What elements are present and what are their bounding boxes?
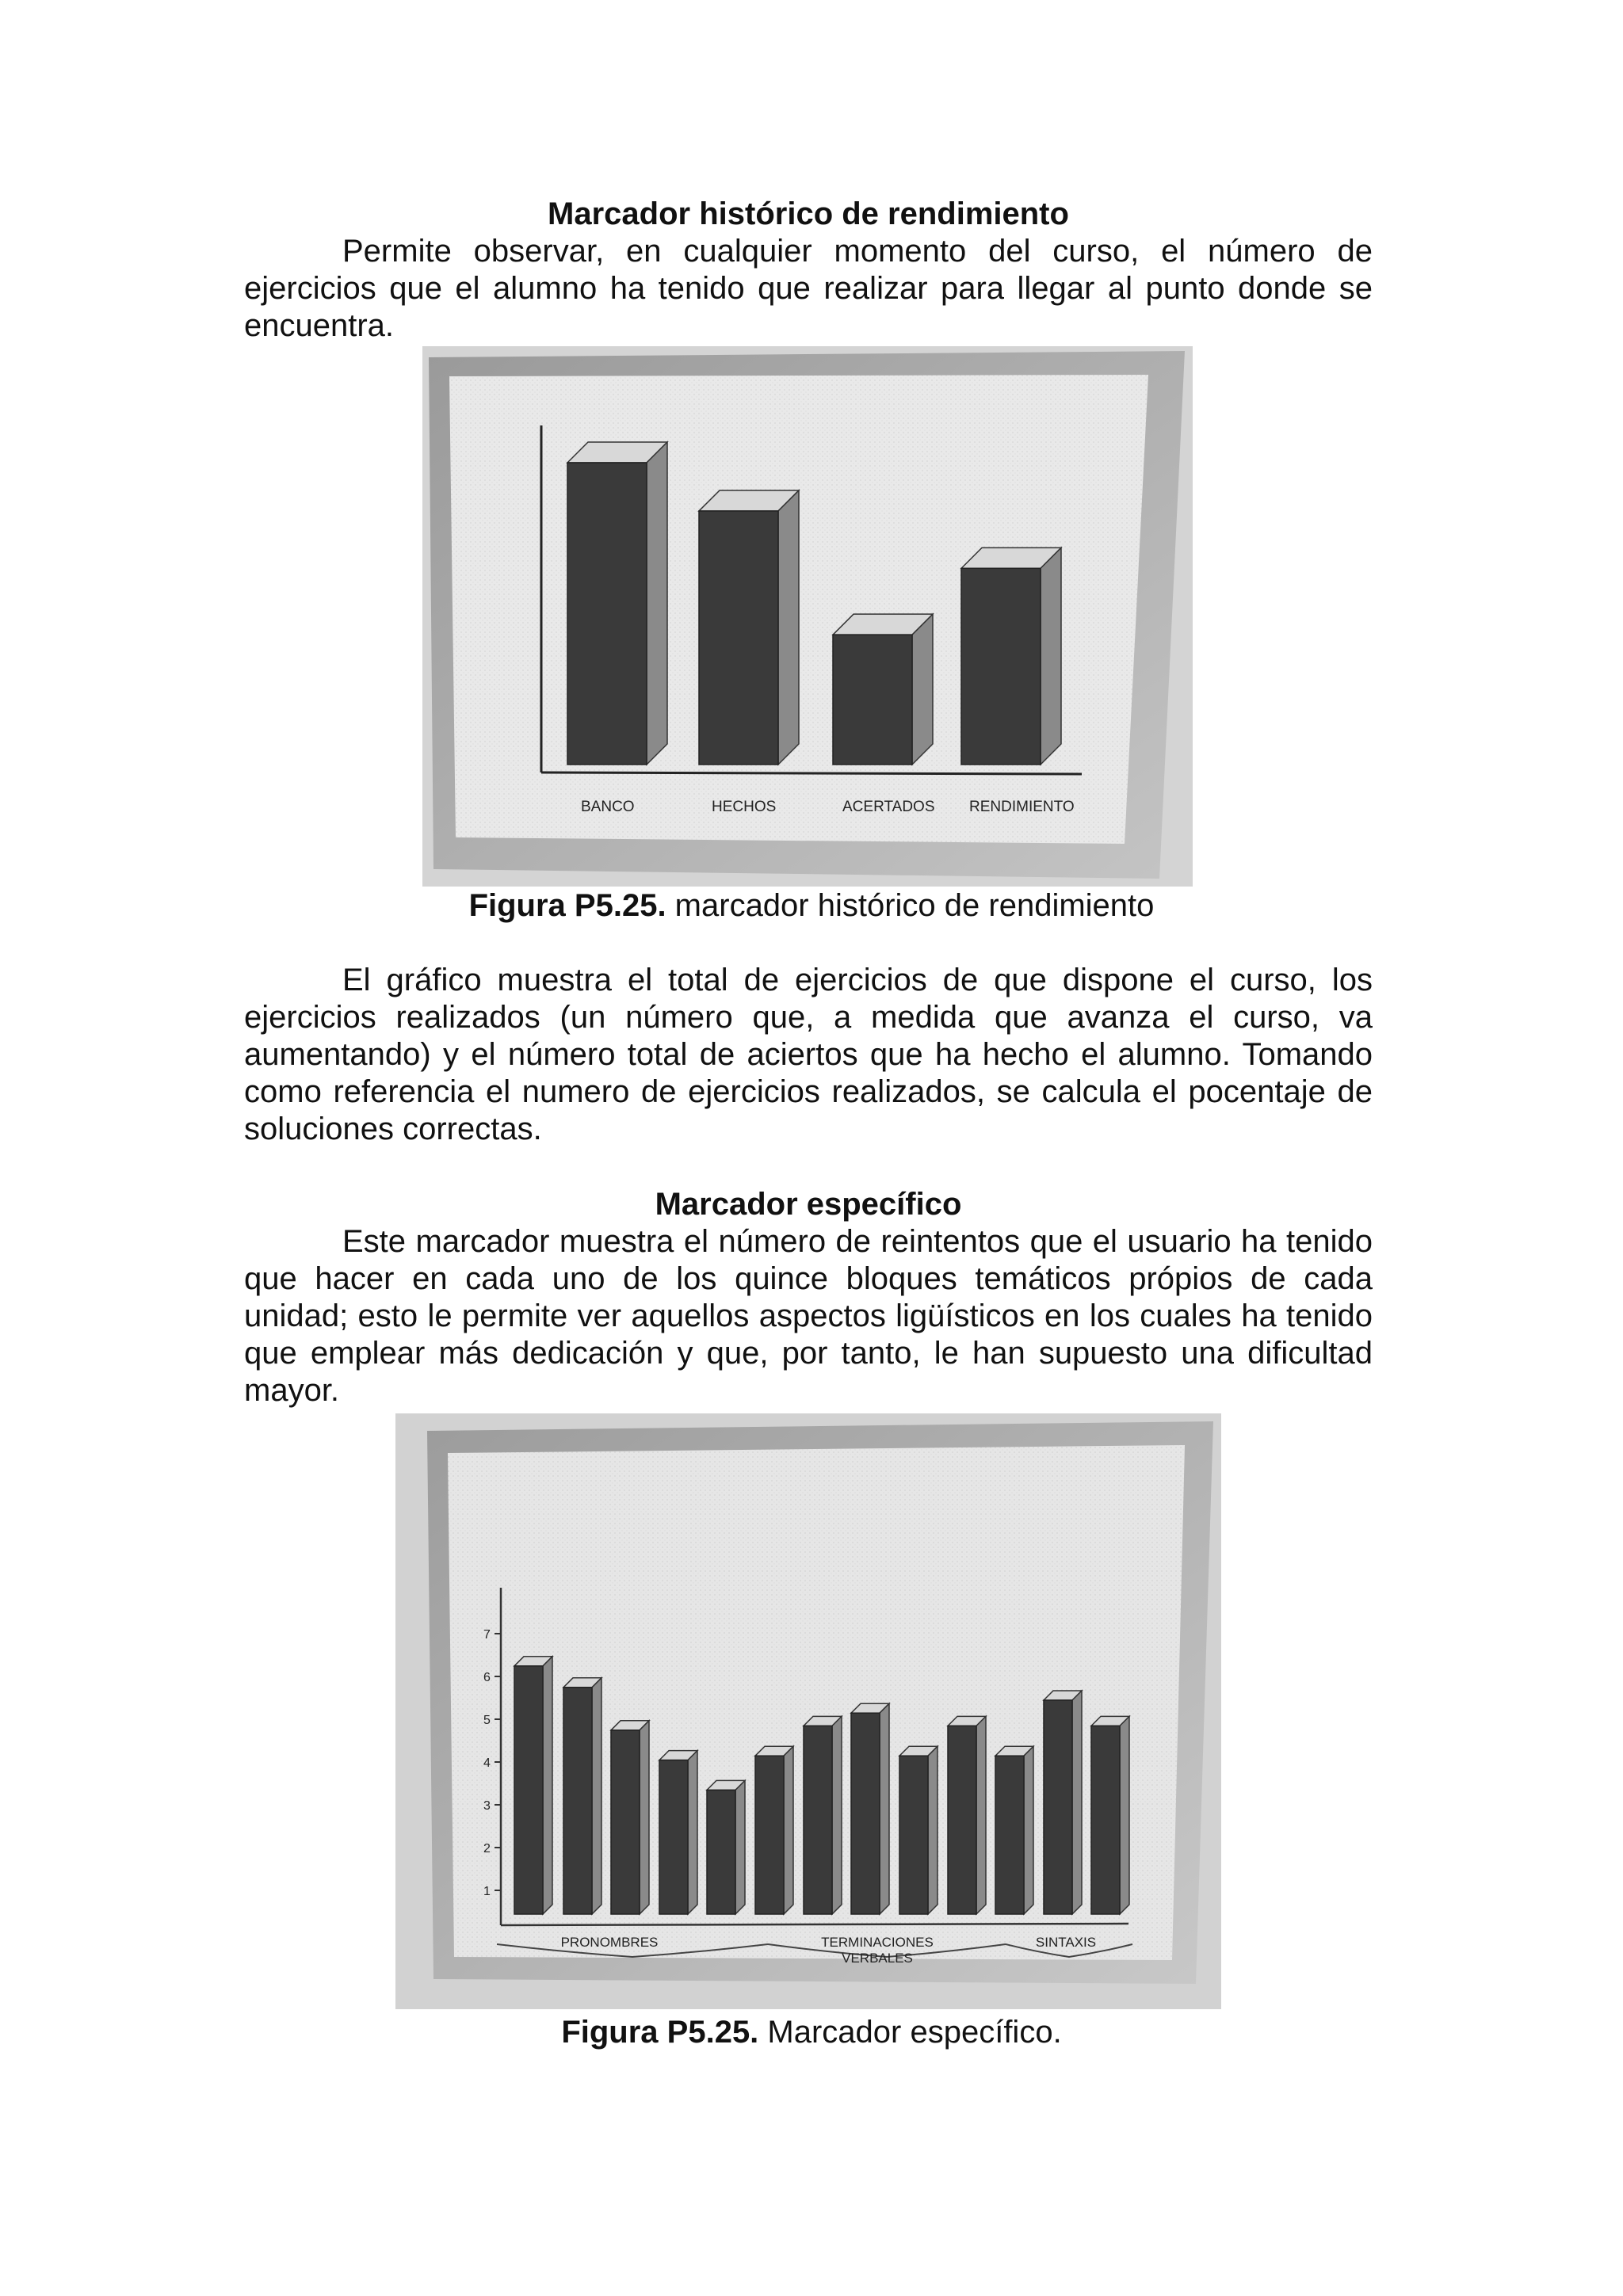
bar [699, 490, 799, 765]
chart-especifico [395, 1413, 1221, 2009]
caption-label: Figura P5.25. [468, 888, 666, 923]
bar [1091, 1716, 1129, 1914]
group-label: SINTAXIS [1035, 1935, 1097, 1950]
y-tick-label: 7 [483, 1628, 491, 1642]
bar [755, 1746, 793, 1914]
section-paragraph: Este marcador muestra el número de reintentos que el usuario ha tenido que hacer en cada uno de los quince bloques temáticos própios de cada unidad; esto le permite ver aquellos aspectos ligüísticos en los cuales ha tenido que emplear más dedicación y que, por tanto, le han supuesto una dificultad mayor. [244, 1224, 1373, 1408]
section-2 [244, 962, 1373, 1148]
bar [707, 1780, 745, 1914]
caption-label: Figura P5.25. [561, 2015, 759, 2050]
section-heading: Marcador histórico de rendimiento [548, 196, 1069, 231]
figure-caption-1 [0, 887, 1623, 925]
section-paragraph: Permite observar, en cualquier momento del curso, el número de ejercicios que el alumno ha tenido que realizar para llegar al punto donde se encuentra. [244, 234, 1373, 343]
caption-text: Marcador específico. [758, 2015, 1062, 2050]
figure-caption-2 [0, 2014, 1623, 2051]
y-tick-label: 4 [483, 1756, 491, 1770]
caption-text: marcador histórico de rendimiento [666, 888, 1155, 923]
x-tick-label: HECHOS [712, 799, 777, 815]
section-heading: Marcador específico [655, 1187, 962, 1222]
x-tick-label: RENDIMIENTO [969, 799, 1075, 815]
bar [851, 1703, 889, 1914]
y-tick-label: 6 [483, 1671, 491, 1684]
figure-historico [422, 346, 1193, 887]
section-paragraph: El gráfico muestra el total de ejercicios de que dispone el curso, los ejercicios realizados (un número que, a medida que avanza el curso, va aumentando) y el número total de aciertos que ha hecho el alumno. Tomando como referencia el numero de ejercicios realizados, se calcula el pocentaje de soluciones correctas. [244, 963, 1373, 1146]
figure-especifico [395, 1413, 1221, 2009]
x-tick-label: ACERTADOS [842, 799, 935, 815]
bar [961, 547, 1061, 765]
y-tick-label: 5 [483, 1714, 491, 1727]
section-3 [244, 1186, 1373, 1409]
group-label: PRONOMBRES [560, 1935, 659, 1950]
bar [514, 1657, 552, 1914]
bar [611, 1721, 649, 1914]
x-axis [541, 772, 1082, 774]
group-label: TERMINACIONES [821, 1935, 934, 1950]
chart-historico [422, 346, 1193, 887]
bar [899, 1746, 938, 1914]
bar [995, 1746, 1033, 1914]
bar [659, 1751, 697, 1914]
y-tick-label: 3 [483, 1799, 491, 1813]
bar [833, 614, 933, 765]
bar [804, 1716, 842, 1914]
group-label: VERBALES [842, 1951, 913, 1966]
bar [1044, 1691, 1082, 1914]
bar [948, 1716, 986, 1914]
bar [563, 1678, 601, 1914]
y-tick-label: 1 [483, 1885, 491, 1898]
x-tick-label: BANCO [581, 799, 635, 815]
y-tick-label: 2 [483, 1842, 491, 1855]
bar [567, 442, 667, 765]
section-1 [244, 196, 1373, 345]
